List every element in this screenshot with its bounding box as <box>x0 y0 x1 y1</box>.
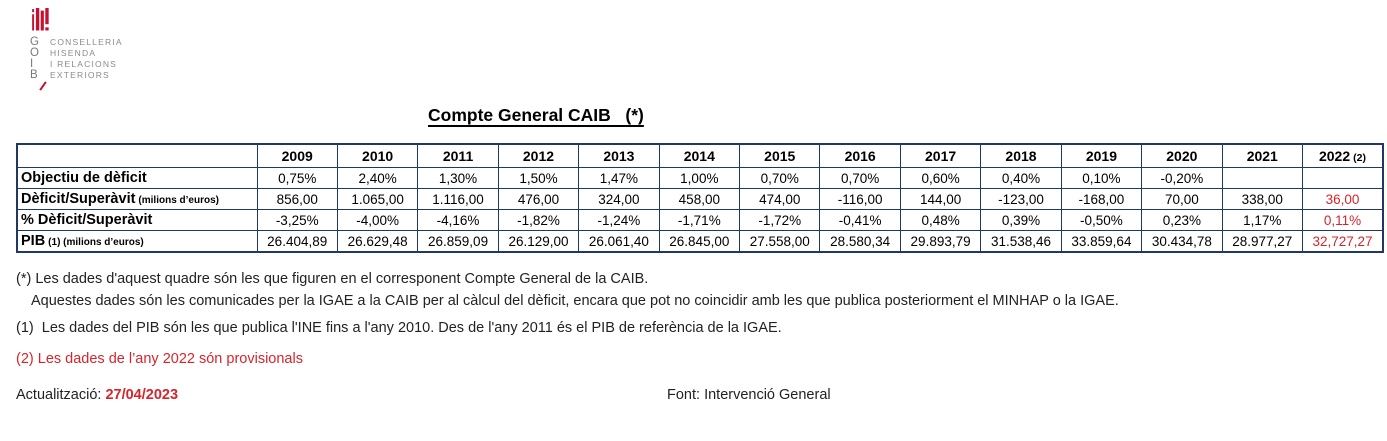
row-label: Dèficit/Superàvit <box>21 191 136 207</box>
row-label: Objectiu de dèficit <box>21 170 147 186</box>
year-label: 2021 <box>1246 148 1278 164</box>
year-label: 2020 <box>1166 148 1198 164</box>
value-cell: 27.558,00 <box>740 231 820 253</box>
year-header-cell <box>659 144 739 168</box>
value-cell: 458,00 <box>659 189 739 210</box>
value-cell: 70,00 <box>1142 189 1222 210</box>
value-cell: 29.893,79 <box>900 231 980 253</box>
year-header-cell <box>498 144 578 168</box>
year-header-cell <box>418 144 498 168</box>
value-cell: 1,17% <box>1222 210 1302 231</box>
logo-letter-g: G <box>30 36 39 48</box>
value-cell: 0,75% <box>257 168 337 189</box>
footnote-star-line2: Aquestes dades són les comunicades per la IGAE a la CAIB per al càlcul del dèficit, encara que pot no coincidir amb les que publica posteriorment el MINHAP o la IGAE. <box>31 293 1119 309</box>
row-label-cell <box>17 210 257 231</box>
year-header-cell <box>820 144 900 168</box>
year-label: 2010 <box>362 148 394 164</box>
value-cell: -0,20% <box>1142 168 1222 189</box>
value-cell: -3,25% <box>257 210 337 231</box>
value-cell: 28.580,34 <box>820 231 900 253</box>
value-cell: 26.404,89 <box>257 231 337 253</box>
value-cell: 36,00 <box>1302 189 1383 210</box>
value-cell: 0,10% <box>1061 168 1141 189</box>
value-cell: 0,60% <box>900 168 980 189</box>
logo-slash-icon <box>39 81 46 90</box>
year-header-cell <box>1302 144 1383 168</box>
year-label: 2015 <box>764 148 796 164</box>
logo-dept-line-1: CONSELLERIA <box>50 37 123 47</box>
year-label: 2018 <box>1005 148 1037 164</box>
page-title: Compte General CAIB (*) <box>428 105 644 125</box>
year-header-cell <box>1061 144 1141 168</box>
value-cell: 26.061,40 <box>579 231 659 253</box>
year-label: 2014 <box>683 148 715 164</box>
year-header-cell <box>981 144 1061 168</box>
year-label: 2012 <box>522 148 555 164</box>
row-sublabel: (milions d’euros) <box>138 195 219 206</box>
row-label-cell <box>17 189 257 210</box>
value-cell: 1,30% <box>418 168 498 189</box>
value-cell: -0,41% <box>820 210 900 231</box>
value-cell: 2,40% <box>337 168 417 189</box>
value-cell: 31.538,46 <box>981 231 1061 253</box>
year-label: 2016 <box>844 148 876 164</box>
row-label: PIB <box>21 233 46 249</box>
year-header-cell <box>1142 144 1222 168</box>
year-header-cell <box>579 144 659 168</box>
year-header-row <box>17 144 1383 168</box>
year-header-cell <box>900 144 980 168</box>
value-cell: 0,40% <box>981 168 1061 189</box>
table-row <box>17 231 1383 253</box>
value-cell: 144,00 <box>900 189 980 210</box>
year-label: 2019 <box>1085 148 1117 164</box>
year-label: 2011 <box>442 148 474 164</box>
update-label: Actualització: <box>16 387 102 403</box>
value-cell: 0,70% <box>740 168 820 189</box>
value-cell: -1,72% <box>740 210 820 231</box>
value-cell: 0,11% <box>1302 210 1383 231</box>
value-cell <box>1302 168 1383 189</box>
logo-line <box>30 37 123 48</box>
value-cell: 1.116,00 <box>418 189 498 210</box>
logo-letter-o: O <box>30 47 39 59</box>
year-header-cell <box>740 144 820 168</box>
value-cell: 338,00 <box>1222 189 1302 210</box>
value-cell: 30.434,78 <box>1142 231 1222 253</box>
table-row <box>17 210 1383 231</box>
value-cell: 26.629,48 <box>337 231 417 253</box>
row-label: % Dèficit/Superàvit <box>21 212 153 228</box>
value-cell: -1,71% <box>659 210 739 231</box>
source-label: Font: Intervenció General <box>667 387 831 403</box>
value-cell: -168,00 <box>1061 189 1141 210</box>
footnote-2: (2) Les dades de l’any 2022 són provisionals <box>16 351 303 367</box>
value-cell: 33.859,64 <box>1061 231 1141 253</box>
value-cell: 476,00 <box>498 189 578 210</box>
year-header-cell <box>337 144 417 168</box>
value-cell: -116,00 <box>820 189 900 210</box>
table-corner-cell <box>17 144 257 168</box>
value-cell: 1,50% <box>498 168 578 189</box>
balearic-emblem-icon <box>32 8 49 31</box>
row-sublabel: (1) (milions d’euros) <box>48 237 144 248</box>
logo-dept-line-3: I RELACIONS <box>50 59 118 69</box>
value-cell: 32,727,27 <box>1302 231 1383 253</box>
year-label: 2022 <box>1318 148 1351 164</box>
row-label-cell <box>17 231 257 253</box>
value-cell: 474,00 <box>740 189 820 210</box>
value-cell: 856,00 <box>257 189 337 210</box>
value-cell: 26.859,09 <box>418 231 498 253</box>
caib-table <box>16 143 1384 253</box>
row-label-cell <box>17 168 257 189</box>
value-cell: 0,39% <box>981 210 1061 231</box>
value-cell: 1.065,00 <box>337 189 417 210</box>
value-cell: 0,48% <box>900 210 980 231</box>
year-note: (2) <box>1353 152 1366 164</box>
value-cell: 0,23% <box>1142 210 1222 231</box>
value-cell: -4,16% <box>418 210 498 231</box>
value-cell: -123,00 <box>981 189 1061 210</box>
value-cell: -0,50% <box>1061 210 1141 231</box>
logo-line <box>30 70 123 81</box>
footnote-1: (1) Les dades del PIB són les que publica l'INE fins a l'any 2010. Des de l'any 2011 és el PIB de referència de la IGAE. <box>16 320 782 336</box>
value-cell: 324,00 <box>579 189 659 210</box>
year-label: 2013 <box>603 148 635 164</box>
value-cell: 1,47% <box>579 168 659 189</box>
value-cell <box>1222 168 1302 189</box>
year-header-cell <box>1222 144 1302 168</box>
value-cell: 26.129,00 <box>498 231 578 253</box>
value-cell: -1,82% <box>498 210 578 231</box>
update-date: 27/04/2023 <box>105 387 179 403</box>
value-cell: 1,00% <box>659 168 739 189</box>
table-row <box>17 189 1383 210</box>
logo-letter-i: I <box>30 58 34 70</box>
value-cell: -4,00% <box>337 210 417 231</box>
goib-logo <box>30 8 123 87</box>
value-cell: 26.845,00 <box>659 231 739 253</box>
value-cell: 0,70% <box>820 168 900 189</box>
logo-line <box>30 48 123 59</box>
update-line <box>16 387 178 403</box>
year-label: 2009 <box>281 148 313 164</box>
table-row <box>17 168 1383 189</box>
logo-letter-b: B <box>30 69 38 81</box>
logo-line <box>30 59 123 70</box>
footnote-star-line1: (*) Les dades d'aquest quadre són les que figuren en el corresponent Compte General de la CAIB. <box>16 271 649 287</box>
logo-dept-line-2: HISENDA <box>50 48 97 58</box>
logo-dept-line-4: EXTERIORS <box>50 70 110 80</box>
value-cell: 28.977,27 <box>1222 231 1302 253</box>
value-cell: -1,24% <box>579 210 659 231</box>
year-header-cell <box>257 144 337 168</box>
year-label: 2017 <box>925 148 957 164</box>
